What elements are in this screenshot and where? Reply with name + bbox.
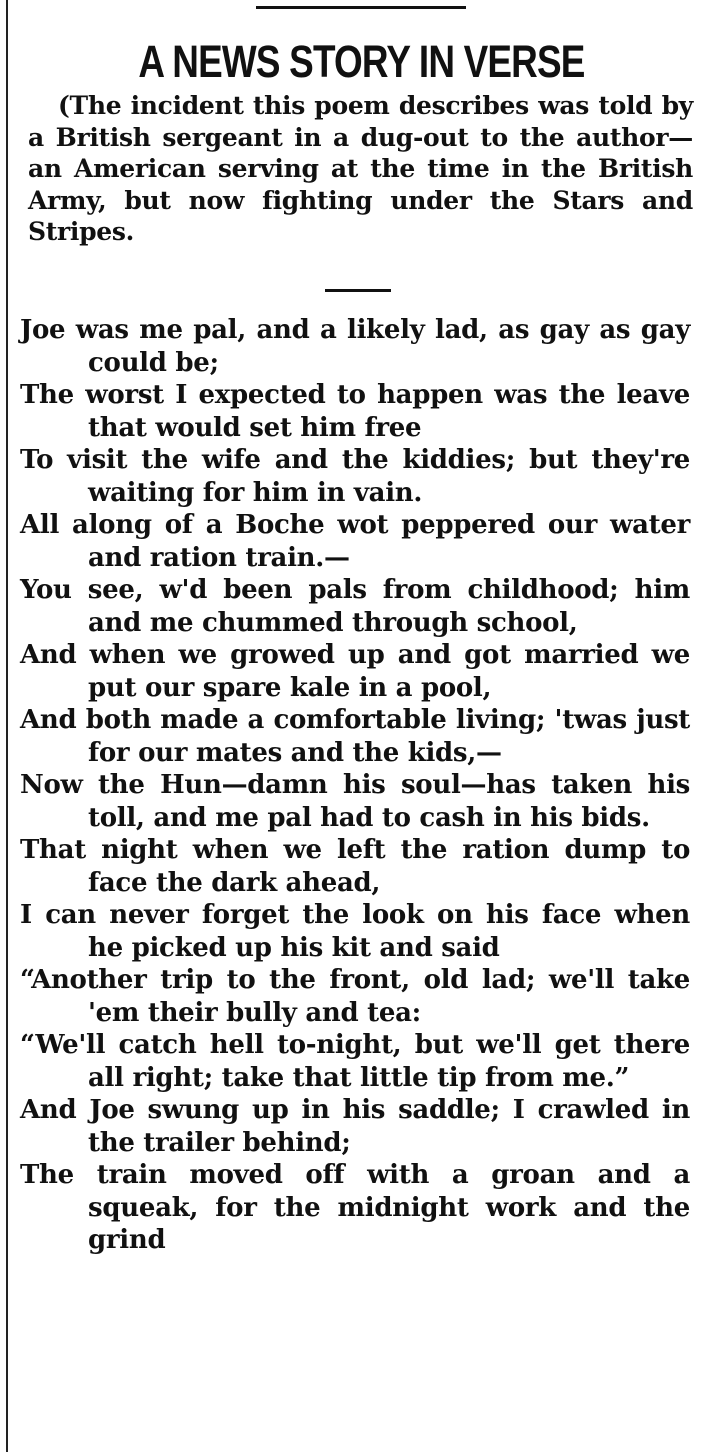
intro-paragraph: (The incident this poem describes was told by a British sergeant in a dug-out to the author—an American serving at the time in the British Army, but now fighting under the Stars and Stripes. xyxy=(28,91,693,246)
poem-line: And both made a comfortable living; 'twas just for our mates and the kids,— xyxy=(20,705,690,768)
poem-line: You see, w'd been pals from childhood; him and me chummed through school, xyxy=(20,575,690,638)
section-divider xyxy=(325,289,391,292)
poem-line: To visit the wife and the kiddies; but they're waiting for him in vain. xyxy=(20,445,690,508)
column-rule-left xyxy=(6,0,8,1452)
poem-line: All along of a Boche wot peppered our water and ration train.— xyxy=(20,510,690,573)
top-divider xyxy=(256,6,466,9)
poem-line: The train moved off with a groan and a squeak, for the midnight work and the grind xyxy=(20,1160,690,1255)
poem-line: I can never forget the look on his face when he picked up his kit and said xyxy=(20,900,690,963)
poem-line: “Another trip to the front, old lad; we'll take 'em their bully and tea: xyxy=(20,965,690,1028)
poem-line: That night when we left the ration dump to face the dark ahead, xyxy=(20,835,690,898)
poem-line: And Joe swung up in his saddle; I crawled in the trailer behind; xyxy=(20,1095,690,1158)
poem-line: “We'll catch hell to-night, but we'll get there all right; take that little tip from me.” xyxy=(20,1030,690,1093)
headline: A NEWS STORY IN VERSE xyxy=(138,36,585,87)
poem-line: Now the Hun—damn his soul—has taken his toll, and me pal had to cash in his bids. xyxy=(20,770,690,833)
poem xyxy=(20,314,690,1257)
poem-line: Joe was me pal, and a likely lad, as gay as gay could be; xyxy=(20,315,690,378)
poem-line: The worst I expected to happen was the leave that would set him free xyxy=(20,380,690,443)
poem-line: And when we growed up and got married we put our spare kale in a pool, xyxy=(20,640,690,703)
